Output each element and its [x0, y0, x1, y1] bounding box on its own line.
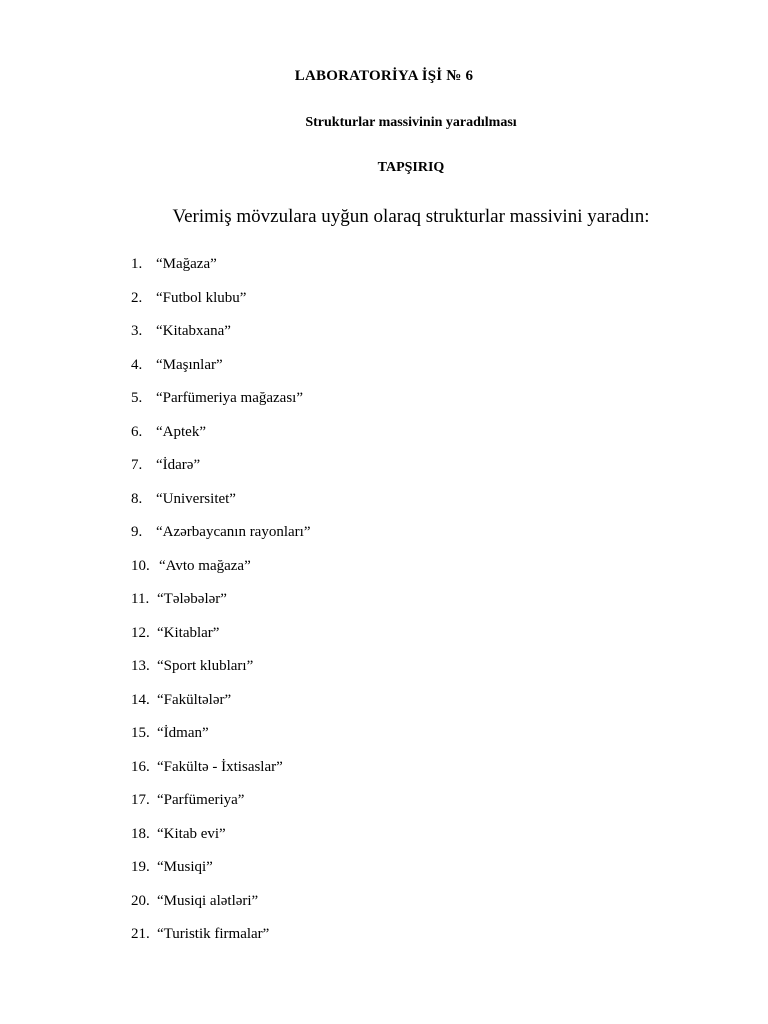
topic-item — [131, 725, 311, 759]
topic-number: 1. — [131, 256, 143, 272]
topic-item — [131, 759, 311, 793]
topic-item — [131, 792, 311, 826]
topic-item — [131, 859, 311, 893]
topic-text: “Fakültə - İxtisaslar” — [157, 758, 283, 775]
topic-text: “Azərbaycanın rayonları” — [156, 524, 311, 540]
topic-number: 5. — [131, 390, 143, 406]
topic-text: “Musiqi alətləri” — [157, 892, 259, 909]
topic-item — [131, 390, 311, 424]
topic-text: “Mağaza” — [156, 256, 217, 272]
task-instruction: Verimiş mövzulara uyğun olaraq strukturlar massivini yaradın: — [172, 206, 650, 227]
topic-number: 7. — [131, 457, 143, 473]
topic-number: 12. — [131, 624, 150, 641]
topic-text: “İdman” — [157, 725, 209, 741]
topic-number: 4. — [131, 356, 143, 373]
topic-item — [131, 893, 311, 927]
topic-number: 3. — [131, 323, 143, 339]
topic-text: “Avto mağaza” — [159, 557, 251, 574]
topic-number: 10. — [131, 557, 150, 574]
topic-number: 18. — [131, 825, 150, 842]
topic-number: 11. — [131, 591, 150, 607]
topic-text: “Kitab evi” — [157, 825, 226, 842]
topic-number: 16. — [131, 758, 150, 775]
topic-item — [131, 424, 311, 458]
topic-text: “Kitablar” — [157, 624, 220, 641]
topic-text: “Musiqi” — [157, 859, 213, 875]
topic-text: “Maşınlar” — [156, 356, 223, 373]
topic-text: “Tələbələr” — [157, 591, 227, 607]
document-subtitle: Strukturlar massivinin yaradılması — [305, 115, 517, 130]
topic-number: 2. — [131, 289, 143, 306]
topic-text: “İdarə” — [156, 457, 201, 473]
topic-text: “Fakültələr” — [157, 691, 232, 708]
topic-number: 9. — [131, 524, 143, 540]
topic-text: “Parfümeriya” — [157, 792, 245, 808]
topic-item — [131, 591, 311, 625]
topic-number: 15. — [131, 725, 150, 741]
topic-text: “Parfümeriya mağazası” — [156, 390, 304, 406]
topic-item — [131, 558, 311, 592]
topic-item — [131, 658, 311, 692]
topic-number: 13. — [131, 658, 150, 674]
topic-number: 20. — [131, 892, 150, 909]
topic-list — [131, 256, 311, 960]
topic-item — [131, 826, 311, 860]
topic-item — [131, 692, 311, 726]
topic-number: 21. — [131, 926, 150, 942]
task-heading: TAPŞIRIQ — [377, 160, 445, 175]
topic-number: 6. — [131, 423, 143, 440]
topic-text: “Universitet” — [156, 490, 236, 507]
topic-text: “Turistik firmalar” — [157, 926, 270, 942]
topic-number: 14. — [131, 691, 150, 708]
topic-item — [131, 256, 311, 290]
topic-text: “Kitabxana” — [156, 323, 231, 339]
topic-number: 19. — [131, 859, 150, 875]
lab-title: LABORATORİYA İŞİ № 6 — [294, 68, 474, 84]
topic-number: 8. — [131, 490, 143, 507]
topic-item — [131, 357, 311, 391]
topic-text: “Aptek” — [156, 423, 206, 440]
topic-item — [131, 457, 311, 491]
topic-item — [131, 323, 311, 357]
topic-text: “Futbol klubu” — [156, 289, 247, 306]
topic-text: “Sport klubları” — [157, 658, 254, 674]
topic-item — [131, 524, 311, 558]
topic-item — [131, 926, 311, 960]
topic-item — [131, 625, 311, 659]
topic-item — [131, 491, 311, 525]
topic-item — [131, 290, 311, 324]
topic-number: 17. — [131, 792, 150, 808]
